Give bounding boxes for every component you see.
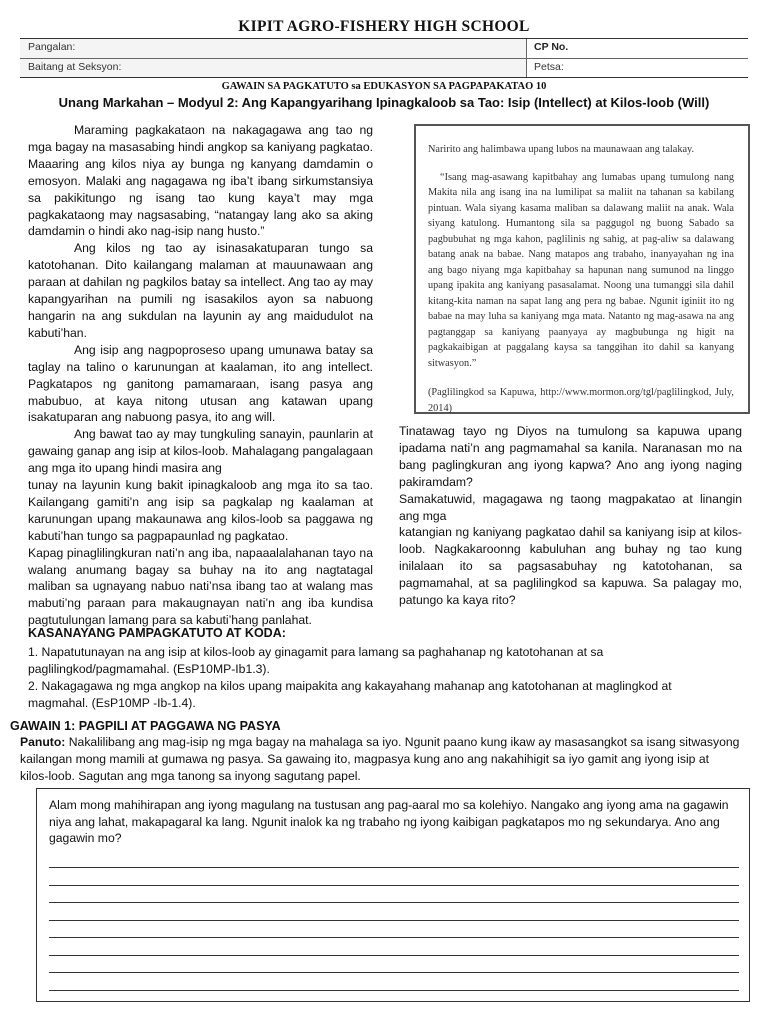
- right-column: [399, 423, 742, 609]
- module-title: Unang Markahan – Modyul 2: Ang Kapangyarihang Ipinagkaloob sa Tao: Isip (Intellect) at Kilos-loob (Will): [58, 95, 710, 110]
- pangalan-label[interactable]: Pangalan:: [28, 41, 76, 53]
- answer-line[interactable]: [49, 921, 739, 939]
- name-row: [20, 39, 748, 58]
- competency-2: 2. Nakagagawa ng mga angkop na kilos upang maipakita ang kakayahang mahanap ang katotohanan at maglingkod at magmahal. (EsP10MP -Ib-1.4).: [28, 678, 672, 710]
- answer-line[interactable]: [49, 868, 739, 886]
- cp-no-label[interactable]: CP No.: [534, 41, 569, 53]
- answer-line[interactable]: [49, 903, 739, 921]
- answer-line[interactable]: [49, 956, 739, 974]
- section-row: [20, 58, 748, 78]
- paragraph-2: Ang kilos ng tao ay isinasakatuparan tungo sa katotohanan. Dito kailangang malaman at mauunawaan ang paraan at dahilan ng pagkilos batay sa intellect. Ang tao ay may kapangyarihan na pumili ng isasakilos ayon sa nabuong hangarin na ang sukdulan na layunin ay ang maidudulot na kabuti’han.: [28, 241, 373, 340]
- paragraph-3: Ang isip ang nagpoproseso upang umunawa batay sa taglay na talino o karunungan at kaalaman, ito ang intellect. Pagkatapos ng ganitong pamamaraan, isang pasya ang mabubuo, at kaya nitong utusan ang katawan upang isakatuparan ang nabuong pasya, ito ang will.: [28, 342, 373, 425]
- baitang-label[interactable]: Baitang at Seksyon:: [28, 61, 122, 73]
- answer-line[interactable]: [49, 886, 739, 904]
- instructions-label: Panuto:: [20, 735, 66, 749]
- paragraph-4b: tunay na layunin kung bakit ipinagkaloob ang mga ito sa tao. Kailangang gamiti’n ang isip sa pagkalap ng kaalaman at karunungan upang makaunawa ang kilos-loob sa paggawa ng kabuti’han tungo sa pagpapaunlad ng pagkatao.: [28, 478, 373, 543]
- answer-line[interactable]: [49, 938, 739, 956]
- activity-1-heading: GAWAIN 1: PAGPILI AT PAGGAWA NG PASYA: [10, 719, 281, 733]
- example-intro: Naririto ang halimbawa upang lubos na maunawaan ang talakay.: [428, 144, 695, 155]
- activity-title: GAWAIN SA PAGKATUTO sa EDUKASYON SA PAGPAPAKATAO 10: [221, 81, 547, 92]
- competencies-section: [28, 626, 728, 712]
- instructions: [10, 734, 740, 785]
- example-citation: (Paglilingkod sa Kapuwa, http://www.mormon.org/tgl/paglilingkod, July, 2014): [428, 387, 734, 414]
- paragraph-4a: Ang bawat tao ay may tungkuling sanayin, paunlarin at gawaing ganap ang isip at kilos-loob. Mahalagang pangalagaan ang mga ito upang hindi masira ang: [28, 427, 373, 476]
- competencies-heading: KASANAYANG PAMPAGKATUTO AT KODA:: [28, 626, 286, 640]
- student-info-table: [20, 38, 748, 78]
- petsa-label[interactable]: Petsa:: [534, 61, 564, 73]
- left-column: [28, 122, 373, 629]
- example-box: [414, 124, 750, 414]
- answer-line[interactable]: [49, 851, 739, 869]
- answer-line[interactable]: [49, 973, 739, 991]
- scenario-question: Alam mong mahihirapan ang iyong magulang na tustusan ang pag-aaral mo sa kolehiyo. Nangako ang iyong ama na gagawin niya ang lahat, makapagaral ka lang. Ngunit inalok ka ng trabaho ng iyong kaibigan pagkatapos mo ng sekundarya. Ano ang gagawin mo?: [49, 798, 729, 845]
- competency-1: 1. Napatutunayan na ang isip at kilos-loob ay ginagamit para lamang sa paghahanap ng katotohanan at sa paglilingkod/pagmamahal. (EsP10MP-Ib1.3).: [28, 645, 604, 676]
- right-paragraph-2a: Samakatuwid, magagawa ng taong magpakatao at linangin ang mga: [399, 491, 742, 523]
- paragraph-5: Kapag pinaglilingkuran nati’n ang iba, napaaalalahanan tayo na walang anumang bagay sa buhay na ito ang nagtatagal maliban sa ugnayang nabuo nati’nsa ibang tao at walang mas mabuti’ng paraan para makaugnayan nati’n ang iba kundisa pagtutulungan lamang para sa kabuti’hang panlahat.: [28, 545, 373, 628]
- instructions-text: Nakalilibang ang mag-isip ng mga bagay na mahalaga sa iyo. Ngunit paano kung ikaw ay masasangkot sa isang sitwasyong kailangan mong mamili at gumawa ng pasya. Sa gawaing ito, magpasya kung ano ang nakahihigit sa iyo gamit ang iyong isip at kilos-loob. Sagutan ang mga tanong sa inyong sagutang papel.: [20, 735, 740, 783]
- activity-1-section: [10, 719, 740, 785]
- right-paragraph-1: Tinatawag tayo ng Diyos na tumulong sa kapuwa upang ipadama nati’n ang pagmamahal sa kanila. Naranasan mo na bang paglingkuran ang iyong kapwa? Ano ang iyong naging pakiramdam?: [399, 424, 742, 489]
- example-quote: “Isang mag-asawang kapitbahay ang lumabas upang tumulong nang Makita nila ang isang ina na lumilipat sa maliit na tahanan sa kabilang pintuan. Wala siyang kasama maliban sa dalawang maliit na anak. Wala siyang katulong. Humantong sila sa paggugol ng buong Sabado sa pagbubuhat ng mga kahon, paglilinis ng sahig, at pag-aliw sa dalawang batang anak na babae. Nang matapos ang trabaho, inanyayahan ng ina ang bago niyang mga kapitbahay sa hapunan nang sumunod na linggo upang ipakita ang kaniyang pasasalamat. Noong una tumanggi sila dahil kitang-kita naman na sapat lang ang pera ng babae. Ngunit iginiit ito ng babae na may luha sa kaniyang mga mata. Natanto ng mag-asawa na ang pagtanggap sa kaniyang paanyaya ay magbubunga ng higit na pagkakaibigan at paggalang kaysa sa tanggihan ito dahil sa kanyang sitwasyon.”: [428, 171, 734, 369]
- school-name: KIPIT AGRO-FISHERY HIGH SCHOOL: [238, 18, 530, 35]
- right-paragraph-2b: katangian ng kaniyang pagkatao dahil sa kaniyang isip at kilos-loob. Nagkakaroonng kabuluhan ang buhay ng tao kung inilalaan ito sa pagsasabuhay ng katotohanan, sa pagmamahal, at sa paglilingkod sa kapuwa. Sa palagay mo, patungo ka kaya rito?: [399, 525, 742, 608]
- paragraph-1: Maraming pagkakataon na nakagagawa ang tao ng mga bagay na masasabing hindi angkop sa kaniyang pagkatao. Maaaring ang kilos niya ay bunga ng kanyang damdamin o emosyon. Malaki ang nagagawa ng iba’t ibang sirkumstansiya sa pakikitungo ng isang tao kung kaya’t may mga pagkakataong may nagsasabing, “natangay lang ako sa aking damdamin o hindi ako nag-isip nang husto.”: [28, 123, 373, 239]
- answer-box: [36, 788, 750, 1002]
